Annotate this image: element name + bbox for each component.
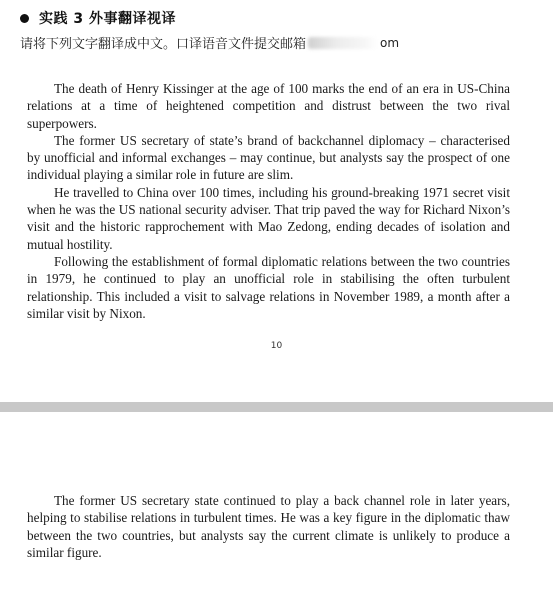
section-heading: 实践 3 外事翻译视译 [39, 11, 176, 27]
paragraph: The former US secretary state continued to play a back channel role in later years, helping to stabilise relations in turbulent times. He was a key figure in the diplomatic thaw between the two countries, but analysts say the current climate is unlikely to produce a similar figure. [27, 493, 510, 560]
redacted-email [308, 37, 378, 49]
instruction-text: 请将下列文字翻译成中文。口译语音文件提交邮箱 [20, 37, 307, 52]
paragraph: The death of Henry Kissinger at the age of 100 marks the end of an era in US-China relations at a time of heightened competition and distrust between the two rival superpowers. [27, 81, 510, 131]
document-page-bottom [0, 412, 553, 601]
email-tail: om [380, 35, 400, 50]
section-heading-row [20, 8, 176, 28]
bullet-icon [20, 14, 29, 23]
instruction-line [20, 33, 399, 52]
article-body-page-two [27, 492, 510, 561]
article-body-page-one [27, 80, 510, 322]
paragraph: The former US secretary of state’s brand of backchannel diplomacy – characterised by unofficial and informal exchanges – may continue, but analysts say the prospect of one individual playing a similar role in future are slim. [27, 132, 510, 183]
paragraph: Following the establishment of formal diplomatic relations between the two countries in 1979, he continued to play an unofficial role in stabilising the often turbulent relationship. This included a visit to salvage relations in November 1989, a month after a similar visit by Nixon. [27, 253, 510, 321]
page-separator [0, 402, 553, 412]
page-number: 10 [270, 341, 283, 351]
paragraph: He travelled to China over 100 times, including his ground-breaking 1971 secret visit when he was the US national security adviser. That trip paved the way for Richard Nixon’s visit and the historic rapprochement with Mao Zedong, ending decades of isolation and mutual hostility. [27, 184, 510, 252]
